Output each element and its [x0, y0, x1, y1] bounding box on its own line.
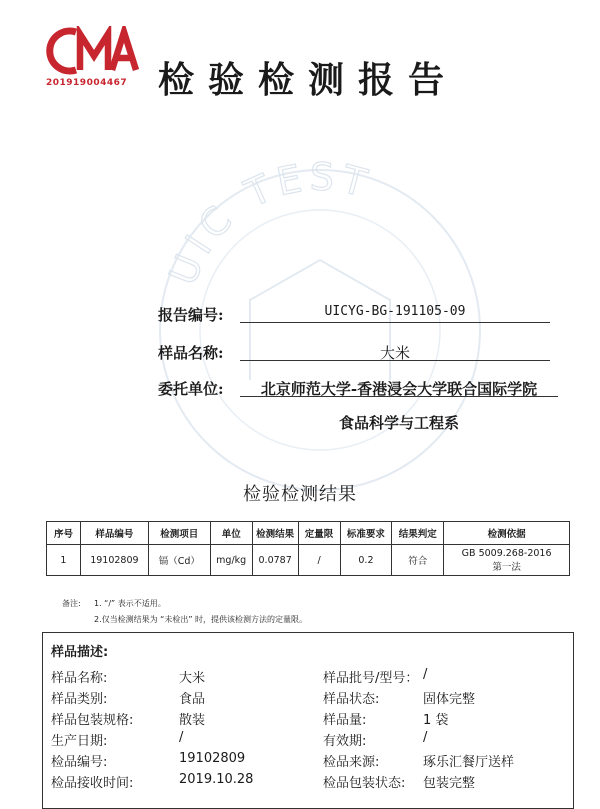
desc-value: 琢乐汇餐厅送样: [423, 755, 515, 770]
col-header-item: 检测项目: [148, 522, 210, 545]
sample-name-value: 大米: [240, 342, 550, 361]
results-title: 检验检测结果: [243, 484, 357, 505]
desc-label: 有效期:: [323, 734, 367, 749]
desc-label: 样品量:: [323, 713, 367, 728]
cell-no: 1: [47, 545, 81, 576]
desc-label: 检品编号:: [51, 755, 108, 770]
cell-standard: 0.2: [340, 545, 392, 576]
cell-basis-line2: 第一法: [492, 561, 521, 573]
report-title: 检验检测报告: [158, 59, 459, 101]
watermark-text: UIC TEST: [160, 154, 377, 291]
desc-value: 1 袋: [423, 713, 449, 728]
table-row: [47, 545, 570, 576]
desc-label: 检品接收时间:: [51, 776, 134, 791]
cell-loq: /: [298, 545, 340, 576]
notes-label: 备注:: [62, 599, 81, 608]
cell-sample-id: 19102809: [80, 545, 148, 576]
desc-value: 2019.10.28: [179, 772, 254, 787]
desc-label: 检品来源:: [323, 755, 380, 770]
col-header-unit: 单位: [210, 522, 252, 545]
sample-description-box: [42, 632, 574, 809]
desc-value: 包装完整: [423, 776, 476, 791]
desc-value: 散装: [179, 713, 206, 728]
description-title: 样品描述:: [51, 645, 109, 660]
col-header-sample-id: 样品编号: [80, 522, 148, 545]
col-header-judgement: 结果判定: [392, 522, 444, 545]
client-label: 委托单位:: [158, 380, 224, 398]
cell-basis: [444, 545, 570, 576]
desc-value: /: [423, 730, 428, 745]
col-header-loq: 定量限: [298, 522, 340, 545]
cell-item: 镉（Cd）: [148, 545, 210, 576]
note-line-1: 1. “/” 表示不适用。: [94, 599, 166, 608]
desc-value: 19102809: [179, 751, 246, 766]
desc-label: 样品批号/型号：: [323, 671, 419, 686]
report-no-value: UICYG-BG-191105-09: [240, 304, 550, 323]
uic-test-watermark: [150, 150, 490, 510]
cell-result: 0.0787: [252, 545, 298, 576]
col-header-standard: 标准要求: [340, 522, 392, 545]
notes: [62, 596, 307, 628]
desc-value: /: [179, 730, 184, 745]
note-line-2: 2.仅当检测结果为 “未检出” 时，提供该检测方法的定量限。: [94, 615, 308, 624]
cell-judgement: 符合: [392, 545, 444, 576]
desc-value: /: [423, 667, 428, 682]
client-value-line1: 北京师范大学-香港浸会大学联合国际学院: [240, 378, 558, 397]
desc-label: 生产日期:: [51, 734, 108, 749]
cma-number: 201919004467: [46, 78, 128, 88]
desc-label: 样品类别:: [51, 692, 108, 707]
desc-label: 检品包装状态:: [323, 776, 406, 791]
desc-value: 大米: [179, 671, 206, 686]
col-header-no: 序号: [47, 522, 81, 545]
client-value-line2: 食品科学与工程系: [338, 414, 459, 432]
desc-label: 样品包装规格:: [51, 713, 134, 728]
cell-unit: mg/kg: [210, 545, 252, 576]
col-header-result: 检测结果: [252, 522, 298, 545]
results-table: [46, 521, 570, 576]
desc-label: 样品状态:: [323, 692, 380, 707]
cell-basis-line1: GB 5009.268-2016: [461, 547, 552, 559]
report-no-label: 报告编号:: [158, 306, 224, 324]
desc-value: 固体完整: [423, 692, 476, 707]
col-header-basis: 检测依据: [444, 522, 570, 545]
sample-name-label: 样品名称:: [158, 344, 224, 362]
desc-label: 样品名称:: [51, 671, 108, 686]
svg-text:UIC TEST: [161, 155, 377, 291]
desc-value: 食品: [179, 692, 206, 707]
results-header-row: [47, 522, 570, 545]
